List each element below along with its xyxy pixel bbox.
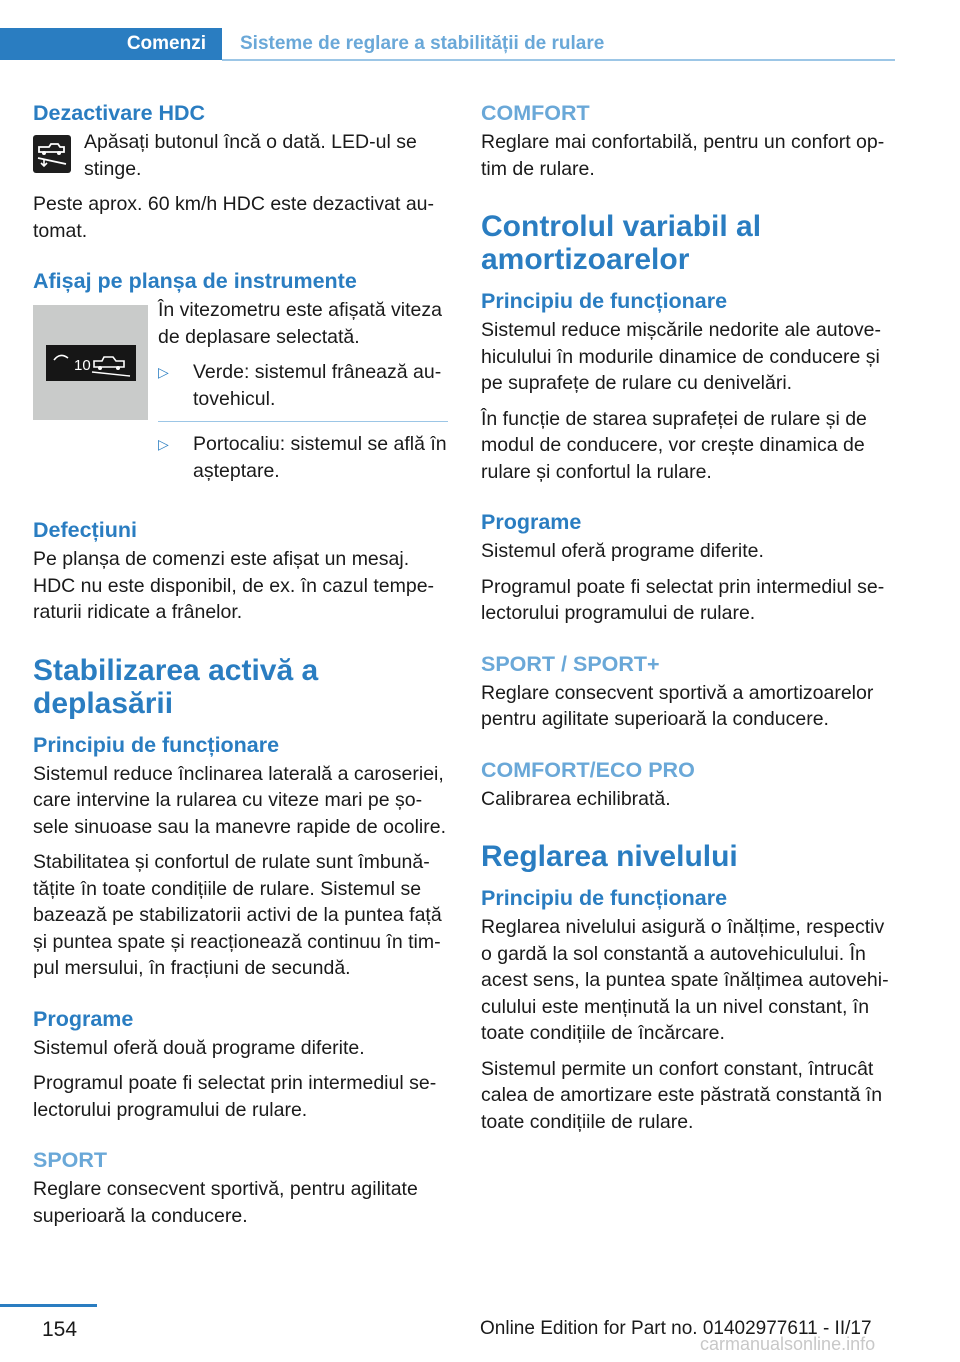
hdc-off-row xyxy=(33,129,448,191)
triangle-right-icon: ▷ xyxy=(158,436,169,452)
comfort-eco-heading: COMFORT/ECO PRO xyxy=(481,757,695,782)
damper-programs-text-2: Programul poate fi selectat prin intermediul se‐lectorului programului de rulare. xyxy=(481,575,885,624)
page-number: 154 xyxy=(42,1318,78,1341)
level-control-heading: Reglarea nivelului xyxy=(481,840,738,873)
hdc-auto-text: Peste aprox. 60 km/h HDC este dezactivat au‐tomat. xyxy=(33,193,435,242)
faults-heading: Defecțiuni xyxy=(33,518,137,542)
list-item xyxy=(158,359,448,412)
display-row xyxy=(33,297,448,493)
chapter-tab: Comenzi xyxy=(0,28,222,60)
faults-text: Pe planșa de comenzi este afișat un mesaj. HDC nu este disponibil, de ex. în cazul tempe‐raturii ridicate a frânelor. xyxy=(33,548,435,623)
level-text-2: Sistemul permite un confort constant, întrucât calea de amortizare este păstrată constantă în toate condițiile de rulare. xyxy=(481,1057,883,1133)
list-item-text: Portocaliu: sistemul se află în așteptare. xyxy=(193,433,447,482)
display-list xyxy=(158,359,448,484)
stabilization-heading: Stabilizarea activă a deplasării xyxy=(33,653,319,720)
instrument-cluster-figure xyxy=(33,305,148,420)
list-separator xyxy=(158,421,448,422)
comfort-heading: COMFORT xyxy=(481,101,590,125)
speed-display-icon xyxy=(46,345,136,381)
hdc-off-heading: Dezactivare HDC xyxy=(33,101,206,125)
damper-principle-heading: Principiu de funcționare xyxy=(481,289,728,313)
display-heading: Afișaj pe planșa de instrumente xyxy=(33,269,357,293)
comfort-text: Reglare mai confortabilă, pentru un confort op‐tim de rulare. xyxy=(481,131,885,180)
damper-principle-text-1: Sistemul reduce mișcările nedorite ale autove‐hiculului în modurile dinamice de conducere și pe suprafețe de rulare cu denivelări. xyxy=(481,319,881,394)
stab-sport-heading: SPORT xyxy=(33,1148,108,1172)
damper-programs-heading: Programe xyxy=(481,510,582,534)
list-item xyxy=(158,431,448,484)
display-text-block xyxy=(158,297,448,493)
watermark: carmanualsonline.info xyxy=(700,1334,876,1354)
hill-descent-control-icon xyxy=(33,135,71,173)
stab-programs-text-2: Programul poate fi selectat prin intermediul se‐lectorului programului de rulare. xyxy=(33,1072,437,1121)
stab-sport-text: Reglare consecvent sportivă, pentru agilitate superioară la conducere. xyxy=(33,1178,418,1227)
comfort-eco-text: Calibrarea echilibrată. xyxy=(481,787,671,810)
stab-principle-heading: Principiu de funcționare xyxy=(33,732,280,757)
list-item-text: Verde: sistemul frânează au‐tovehicul. xyxy=(193,361,442,410)
stab-programs-text-1: Sistemul oferă două programe diferite. xyxy=(33,1036,365,1059)
triangle-right-icon: ▷ xyxy=(158,364,169,380)
page-header xyxy=(0,0,895,62)
hdc-off-text: Apăsați butonul încă o dată. LED-ul se stinge. xyxy=(84,131,417,180)
right-column xyxy=(481,100,895,1144)
header-rule xyxy=(222,59,895,61)
edition-note: Online Edition for Part no. 01402977611 - II/17 xyxy=(480,1318,872,1339)
left-column xyxy=(33,100,448,1238)
level-text-1: Reglarea nivelului asigură o înălțime, respectiv o gardă la sol constantă a autovehiculului. În acest sens, la puntea spate înălțimea autovehi‐culului este menținută la un nivel constant, în toate condițiile de încărcare. xyxy=(481,916,889,1044)
display-text: În vitezometru este afișată viteza de deplasare selectată. xyxy=(158,299,442,348)
stab-programs-heading: Programe xyxy=(33,1006,134,1031)
damper-programs-text-1: Sistemul oferă programe diferite. xyxy=(481,540,764,562)
level-principle-heading: Principiu de funcționare xyxy=(481,886,728,910)
damper-sport-heading: SPORT / SPORT+ xyxy=(481,651,660,676)
speed-value: 10 xyxy=(73,356,91,374)
damper-principle-text-2: În funcție de starea suprafeței de rulare și de modul de conducere, vor crește dinamica de rulare și confortul la rulare. xyxy=(481,407,867,483)
page-number-rule xyxy=(0,1304,97,1307)
damper-sport-text: Reglare consecvent sportivă a amortizoarelor pentru agilitate superioară la conducere. xyxy=(481,681,874,730)
stab-principle-text-2: Stabilitatea și confortul de rulate sunt îmbună‐tățite în toate condițiile de rulare. Sistemul se bazează pe stabilizatorii activi de la puntea față și puntea spate și reacționează continuu în tim‐pul mersului, în fracțiuni de secundă. xyxy=(33,851,442,979)
stab-principle-text-1: Sistemul reduce înclinarea laterală a caroseriei, care intervine la rularea cu viteze mari pe șo‐sele sinuoase sau la manevre rapide de ocolire. xyxy=(33,762,446,838)
section-breadcrumb: Sisteme de reglare a stabilității de rulare xyxy=(240,33,605,54)
damper-control-heading: Controlul variabil al amortizoarelor xyxy=(481,210,762,276)
